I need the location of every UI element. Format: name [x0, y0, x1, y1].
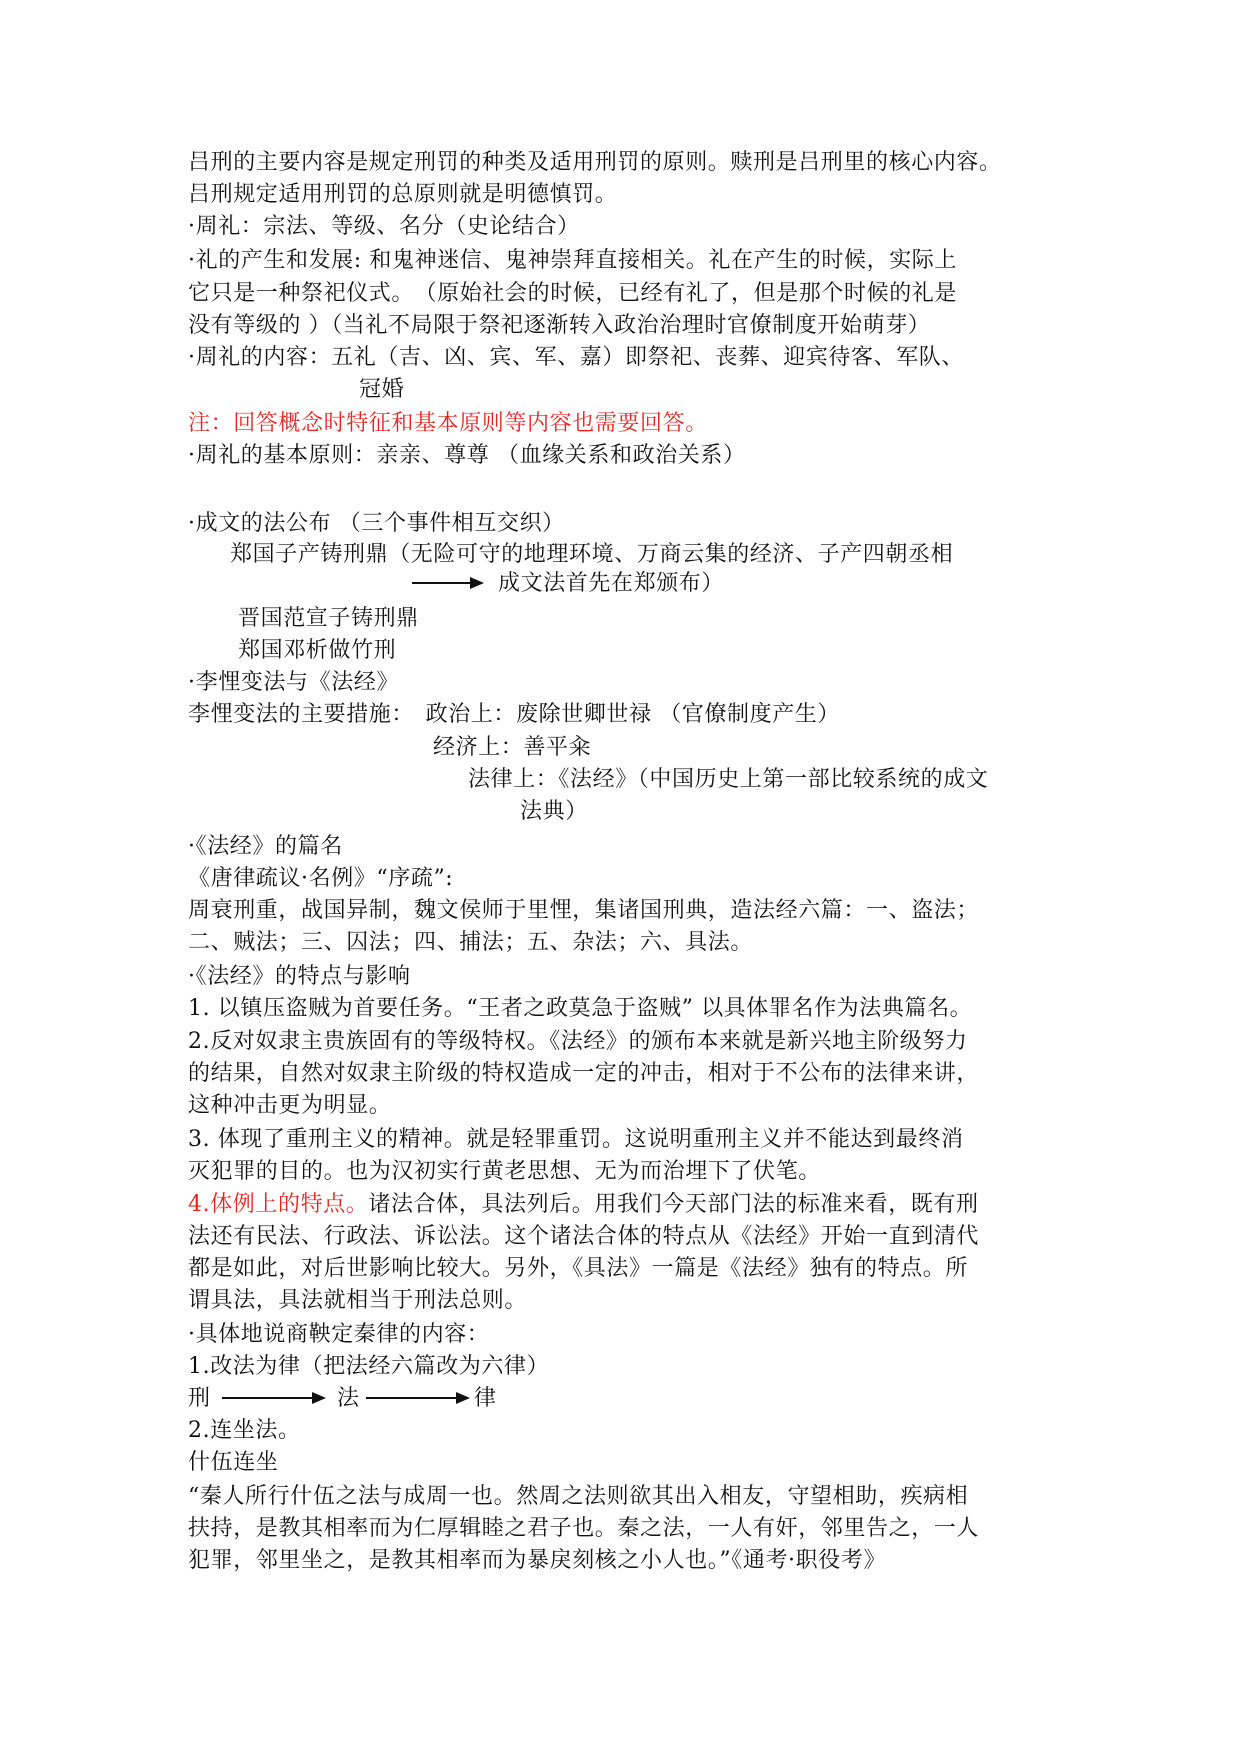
- right-arrow-icon: [366, 1391, 470, 1405]
- bullet-line: ·具体地说商鞅定秦律的内容：: [188, 1322, 490, 1347]
- bullet-line: ·周礼的内容：五礼（吉、凶、宾、军、嘉）即祭祀、丧葬、迎宾待客、军队、: [188, 345, 964, 370]
- text-line: 周衰刑重，战国异制，魏文侯师于里悝，集诸国刑典，造法经六篇：一、盗法；: [188, 898, 980, 923]
- text-span: 法: [337, 1386, 360, 1411]
- text-line: 二、贼法；三、囚法；四、捕法；五、杂法；六、具法。: [188, 930, 754, 955]
- text-line: 的结果，自然对奴隶主阶级的特权造成一定的冲击，相对于不公布的法律来讲，: [188, 1061, 980, 1086]
- text-line: 谓具法，具法就相当于刑法总则。: [188, 1288, 528, 1313]
- text-line: 经济上：善平籴: [433, 735, 592, 760]
- text-line: 法典）: [520, 799, 588, 824]
- bullet-line: ·礼的产生和发展: 和鬼神迷信、鬼神崇拜直接相关。礼在产生的时候，实际上: [188, 248, 958, 273]
- quote-line: 扶持，是教其相率而为仁厚辑睦之君子也。秦之法，一人有奸，邻里告之，一人: [188, 1516, 980, 1541]
- text-line: 郑国子产铸刑鼎（无险可守的地理环境、万商云集的经济、子产四朝丞相: [230, 542, 954, 567]
- text-line: 这种冲击更为明显。: [188, 1093, 392, 1118]
- text-line: 什伍连坐: [188, 1450, 279, 1475]
- text-line: 2.反对奴隶主贵族固有的等级特权。《法经》的颁布本来就是新兴地主阶级努力: [188, 1029, 968, 1054]
- bullet-line: ·周礼：宗法、等级、名分（史论结合）: [188, 214, 580, 239]
- text-line: 吕刑的主要内容是规定刑罚的种类及适用刑罚的原则。赎刑是吕刑里的核心内容。: [188, 150, 1002, 175]
- text-line: 法律上：《法经》（中国历史上第一部比较系统的成文: [468, 767, 989, 792]
- red-note: 注：回答概念时特征和基本原则等内容也需要回答。: [188, 411, 708, 436]
- text-line: 都是如此，对后世影响比较大。另外，《具法》一篇是《法经》独有的特点。所: [188, 1256, 969, 1281]
- right-arrow-icon: [222, 1391, 326, 1405]
- text-line: 3. 体现了重刑主义的精神。就是轻罪重罚。这说明重刑主义并不能达到最终消: [188, 1127, 964, 1152]
- text-span: 诸法合体，具法列后。用我们今天部门法的标准来看，既有刑: [368, 1192, 979, 1217]
- text-line: 晋国范宣子铸刑鼎: [238, 606, 419, 631]
- text-line: 吕刑规定适用刑罚的总原则就是明德慎罚。: [188, 182, 618, 207]
- text-line: 冠婚: [359, 377, 405, 402]
- quote-line: “秦人所行什伍之法与成周一也。然周之法则欲其出入相友，守望相助，疾病相: [188, 1484, 969, 1509]
- text-line: 1. 以镇压盗贼为首要任务。“王者之政莫急于盗贼” 以具体罪名作为法典篇名。: [188, 996, 973, 1021]
- text-line: [188, 1190, 979, 1220]
- bullet-line: ·成文的法公布 （三个事件相互交织）: [188, 511, 565, 536]
- text-line: 没有等级的 ）（当礼不局限于祭祀逐渐转入政治治理时官僚制度开始萌芽）: [188, 313, 931, 338]
- right-arrow-icon: [412, 576, 484, 590]
- text-line: 2.连坐法。: [188, 1418, 301, 1443]
- red-heading: 4.体例上的特点。: [188, 1192, 369, 1217]
- text-line: 法还有民法、行政法、诉讼法。这个诸法合体的特点从《法经》开始一直到清代: [188, 1224, 980, 1249]
- text-line: 成文法首先在郑颁布）: [498, 571, 725, 596]
- text-line: 李悝变法的主要措施： 政治上：废除世卿世禄 （官僚制度产生）: [188, 702, 840, 727]
- text-line: 1.改法为律（把法经六篇改为六律）: [188, 1354, 550, 1379]
- text-line: 它只是一种祭祀仪式。 （原始社会的时候，已经有礼了，但是那个时候的礼是: [188, 281, 958, 306]
- bullet-line: ·李悝变法与《法经》: [188, 670, 399, 695]
- bullet-line: ·《法经》的特点与影响: [188, 964, 411, 989]
- text-span: 刑: [188, 1386, 211, 1411]
- text-line: 郑国邓析做竹刑: [238, 638, 397, 663]
- bullet-line: ·周礼的基本原则：亲亲、尊尊 （血缘关系和政治关系）: [188, 443, 746, 468]
- text-line: 灭犯罪的目的。也为汉初实行黄老思想、无为而治埋下了伏笔。: [188, 1159, 821, 1184]
- text-span: 律: [474, 1386, 497, 1411]
- bullet-line: ·《法经》的篇名: [188, 834, 343, 859]
- text-line: 《唐律疏议·名例》“序疏”:: [188, 866, 454, 891]
- quote-line: 犯罪，邻里坐之，是教其相率而为暴戾刻核之小人也。”《通考·职役考》: [188, 1548, 887, 1573]
